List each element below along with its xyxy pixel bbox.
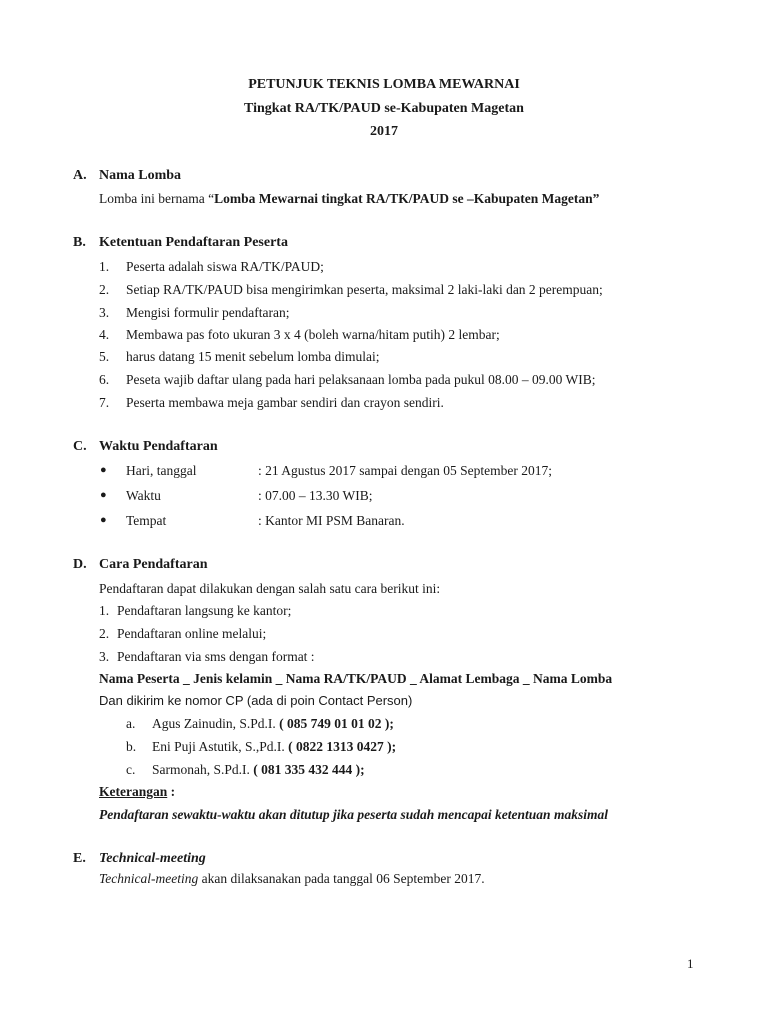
- section-b-item-1-num: 1.: [99, 259, 110, 274]
- section-a-text-prefix: Lomba ini bernama “: [99, 191, 215, 206]
- section-b-item-6-text: Peseta wajib daftar ulang pada hari pelaksanaan lomba pada pukul 08.00 – 09.00 WIB;: [126, 372, 596, 387]
- section-b-item-1-text: Peserta adalah siswa RA/TK/PAUD;: [126, 259, 324, 274]
- contact-c-name: Sarmonah, S.Pd.I.: [152, 762, 254, 777]
- contact-b-phone: ( 0822 1313 0427 );: [288, 739, 397, 754]
- section-c-label-1: Hari, tanggal: [126, 463, 197, 478]
- section-b-item-5-num: 5.: [99, 349, 110, 364]
- section-d-way-2-text: Pendaftaran online melalui;: [117, 626, 267, 641]
- section-b-item-5-text: harus datang 15 menit sebelum lomba dimulai;: [126, 349, 380, 364]
- section-b-item-7-num: 7.: [99, 395, 110, 410]
- document-subtitle: Tingkat RA/TK/PAUD se-Kabupaten Magetan: [244, 101, 524, 116]
- section-b-item-6-num: 6.: [99, 372, 110, 387]
- contact-b: [152, 738, 396, 756]
- section-a-letter: A.: [73, 168, 87, 183]
- contact-a: [152, 715, 394, 733]
- note-heading: [99, 783, 175, 801]
- page-number: 1: [687, 956, 694, 971]
- section-d-intro: Pendaftaran dapat dilakukan dengan salah satu cara berikut ini:: [99, 581, 441, 596]
- section-c-value-1: : 21 Agustus 2017 sampai dengan 05 September 2017;: [258, 463, 552, 478]
- section-e-title: Technical-meeting: [99, 851, 206, 866]
- section-e-text: [99, 870, 485, 888]
- section-d-way-3-num: 3.: [99, 649, 110, 664]
- section-e-text-italic: Technical-meeting: [99, 871, 199, 886]
- section-b-item-4-text: Membawa pas foto ukuran 3 x 4 (boleh warna/hitam putih) 2 lembar;: [126, 327, 500, 342]
- section-c-label-2: Waktu: [126, 488, 161, 503]
- section-b-item-3-text: Mengisi formulir pendaftaran;: [126, 305, 290, 320]
- bullet-icon: ●: [100, 489, 107, 501]
- section-b-item-7-text: Peserta membawa meja gambar sendiri dan crayon sendiri.: [126, 395, 444, 410]
- note-colon: :: [167, 784, 176, 799]
- bullet-icon: ●: [100, 464, 107, 476]
- section-d-way-1-num: 1.: [99, 603, 110, 618]
- section-b-title: Ketentuan Pendaftaran Peserta: [99, 235, 288, 250]
- contact-c-phone: ( 081 335 432 444 );: [253, 762, 365, 777]
- sms-format: Nama Peserta _ Jenis kelamin _ Nama RA/TK/PAUD _ Alamat Lembaga _ Nama Lomba: [99, 671, 613, 686]
- section-a-text-bold: Lomba Mewarnai tingkat RA/TK/PAUD se –Kabupaten Magetan”: [214, 191, 600, 206]
- contact-c-letter: c.: [126, 762, 136, 777]
- section-d-way-1-text: Pendaftaran langsung ke kantor;: [117, 603, 292, 618]
- contact-b-name: Eni Puji Astutik, S.,Pd.I.: [152, 739, 289, 754]
- section-c-value-3: : Kantor MI PSM Banaran.: [258, 513, 405, 528]
- note-label: Keterangan: [99, 784, 168, 799]
- contact-a-phone: ( 085 749 01 01 02 );: [279, 716, 394, 731]
- section-e-letter: E.: [73, 851, 86, 866]
- section-c-label-3: Tempat: [126, 513, 167, 528]
- section-b-item-4-num: 4.: [99, 327, 110, 342]
- send-to-text: Dan dikirim ke nomor CP (ada di poin Contact Person): [99, 693, 413, 708]
- bullet-icon: ●: [100, 514, 107, 526]
- contact-a-name: Agus Zainudin, S.Pd.I.: [152, 716, 280, 731]
- section-d-title: Cara Pendaftaran: [99, 557, 208, 572]
- note-text: Pendaftaran sewaktu-waktu akan ditutup jika peserta sudah mencapai ketentuan maksimal: [99, 807, 608, 822]
- section-e-text-rest: akan dilaksanakan pada tanggal 06 September 2017.: [198, 871, 485, 886]
- section-a-text: [99, 190, 599, 208]
- section-c-value-2: : 07.00 – 13.30 WIB;: [258, 488, 373, 503]
- section-d-way-2-num: 2.: [99, 626, 110, 641]
- section-b-item-3-num: 3.: [99, 305, 110, 320]
- section-a-title: Nama Lomba: [99, 168, 182, 183]
- section-b-item-2-num: 2.: [99, 282, 110, 297]
- section-c-letter: C.: [73, 439, 87, 454]
- section-b-letter: B.: [73, 235, 86, 250]
- contact-b-letter: b.: [126, 739, 137, 754]
- section-c-title: Waktu Pendaftaran: [99, 439, 218, 454]
- contact-c: [152, 761, 365, 779]
- contact-a-letter: a.: [126, 716, 136, 731]
- document-year: 2017: [370, 124, 398, 139]
- section-d-way-3-text: Pendaftaran via sms dengan format :: [117, 649, 315, 664]
- document-title: PETUNJUK TEKNIS LOMBA MEWARNAI: [248, 77, 520, 92]
- section-b-item-2-text: Setiap RA/TK/PAUD bisa mengirimkan peserta, maksimal 2 laki-laki dan 2 perempuan;: [126, 282, 603, 297]
- section-d-letter: D.: [73, 557, 87, 572]
